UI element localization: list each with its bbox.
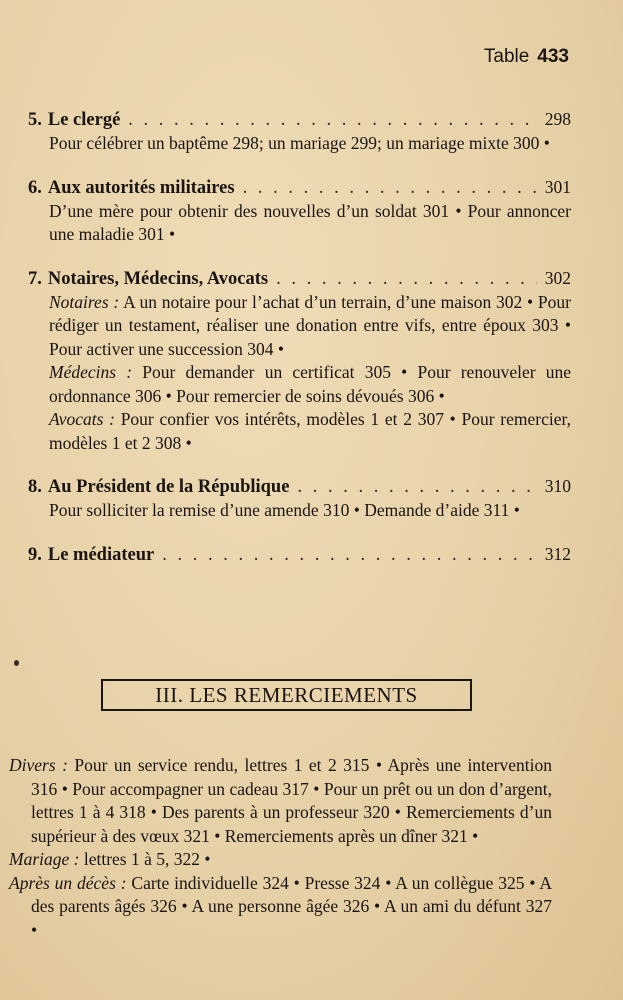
entry-number: 6. xyxy=(28,177,42,198)
entry-body xyxy=(49,132,571,156)
remerciement-label: Après un décès : xyxy=(9,872,127,893)
part-heading-text: III. LES REMERCIEMENTS xyxy=(155,682,418,707)
entry-title: Aux autorités militaires xyxy=(47,177,235,198)
remerciement-label: Divers : xyxy=(9,755,68,775)
entry-paragraph xyxy=(49,499,571,523)
entry-body xyxy=(49,499,571,523)
dot-leader xyxy=(128,108,536,132)
entry-paragraph xyxy=(49,291,571,362)
header-title: Table xyxy=(483,46,530,67)
entry-page: 310 xyxy=(544,476,571,496)
toc-entry xyxy=(28,542,571,567)
entry-heading xyxy=(28,266,571,291)
toc-entry xyxy=(28,266,571,456)
entry-paragraph xyxy=(49,132,571,156)
remerciement-text: lettres 1 à 5, 322 • xyxy=(83,849,211,869)
entry-heading xyxy=(28,542,571,567)
part-heading xyxy=(101,679,472,711)
entry-number: 5. xyxy=(28,110,42,130)
dot-leader xyxy=(243,176,537,200)
running-header xyxy=(484,46,569,68)
entry-number: 7. xyxy=(28,268,42,289)
entry-text: A un notaire pour l’achat d’un terrain, d’une maison 302 • Pour rédiger un testament, réaliser une donation entre vifs, entre époux 303 • Pour activer une succession 304 • xyxy=(49,291,571,359)
entry-text: D’une mère pour obtenir des nouvelles d’un soldat 301 • Pour annoncer une maladie 301 • xyxy=(49,200,571,244)
entry-title: Le clergé xyxy=(47,110,121,130)
entry-heading xyxy=(28,107,571,132)
entry-heading xyxy=(28,474,571,499)
entry-sublabel: Avocats : xyxy=(49,409,115,429)
remerciements-list xyxy=(9,754,552,942)
entry-body xyxy=(49,200,571,247)
toc-entry xyxy=(28,474,571,523)
dot-leader xyxy=(162,543,537,567)
entry-title: Au Président de la République xyxy=(47,477,290,497)
toc-entry xyxy=(28,175,571,247)
entry-number: 9. xyxy=(28,544,42,565)
dot-leader xyxy=(276,267,537,291)
entry-sublabel: Médecins : xyxy=(49,362,133,382)
remerciement-label: Mariage : xyxy=(9,849,80,869)
toc-sections xyxy=(28,107,571,586)
entry-body xyxy=(49,291,571,456)
toc-entry xyxy=(28,107,571,156)
entry-heading xyxy=(28,175,571,200)
entry-title: Le médiateur xyxy=(47,544,155,565)
entry-paragraph xyxy=(49,408,571,455)
page-number: 433 xyxy=(537,46,569,67)
entry-text: Pour demander un certificat 305 • Pour renouveler une ordonnance 306 • Pour remercier de soins dévoués 306 • xyxy=(49,362,572,406)
dot-leader xyxy=(297,475,536,499)
entry-paragraph xyxy=(49,361,571,408)
entry-text: Pour célébrer un baptême 298; un mariage 299; un mariage mixte 300 • xyxy=(49,133,550,153)
remerciement-text: Pour un service rendu, lettres 1 et 2 315 • Après une intervention 316 • Pour accompagner un cadeau 317 • Pour un prêt ou un don d’argent, lettres 1 à 4 318 • Des parents à un professeur 320 • Remerciements d’un supérieur à des vœux 321 • Remerciements après un dîner 321 • xyxy=(31,755,553,846)
entry-sublabel: Notaires : xyxy=(49,291,120,312)
remerciement-paragraph xyxy=(9,848,552,872)
remerciement-text: Carte individuelle 324 • Presse 324 • A un collègue 325 • A des parents âgés 326 • A une personne âgée 326 • A un ami du défunt 327 • xyxy=(31,872,552,940)
ink-speck xyxy=(14,660,19,666)
entry-number: 8. xyxy=(28,477,42,497)
entry-page: 298 xyxy=(544,109,571,129)
entry-title: Notaires, Médecins, Avocats xyxy=(47,268,269,289)
entry-paragraph xyxy=(49,200,571,247)
remerciement-paragraph xyxy=(9,872,552,943)
remerciement-paragraph xyxy=(9,754,552,848)
entry-text: Pour confier vos intérêts, modèles 1 et 2 307 • Pour remercier, modèles 1 et 2 308 • xyxy=(49,409,571,453)
entry-text: Pour solliciter la remise d’une amende 310 • Demande d’aide 311 • xyxy=(49,500,520,520)
entry-page: 312 xyxy=(544,543,571,564)
entry-page: 301 xyxy=(544,176,571,197)
entry-page: 302 xyxy=(544,267,571,288)
